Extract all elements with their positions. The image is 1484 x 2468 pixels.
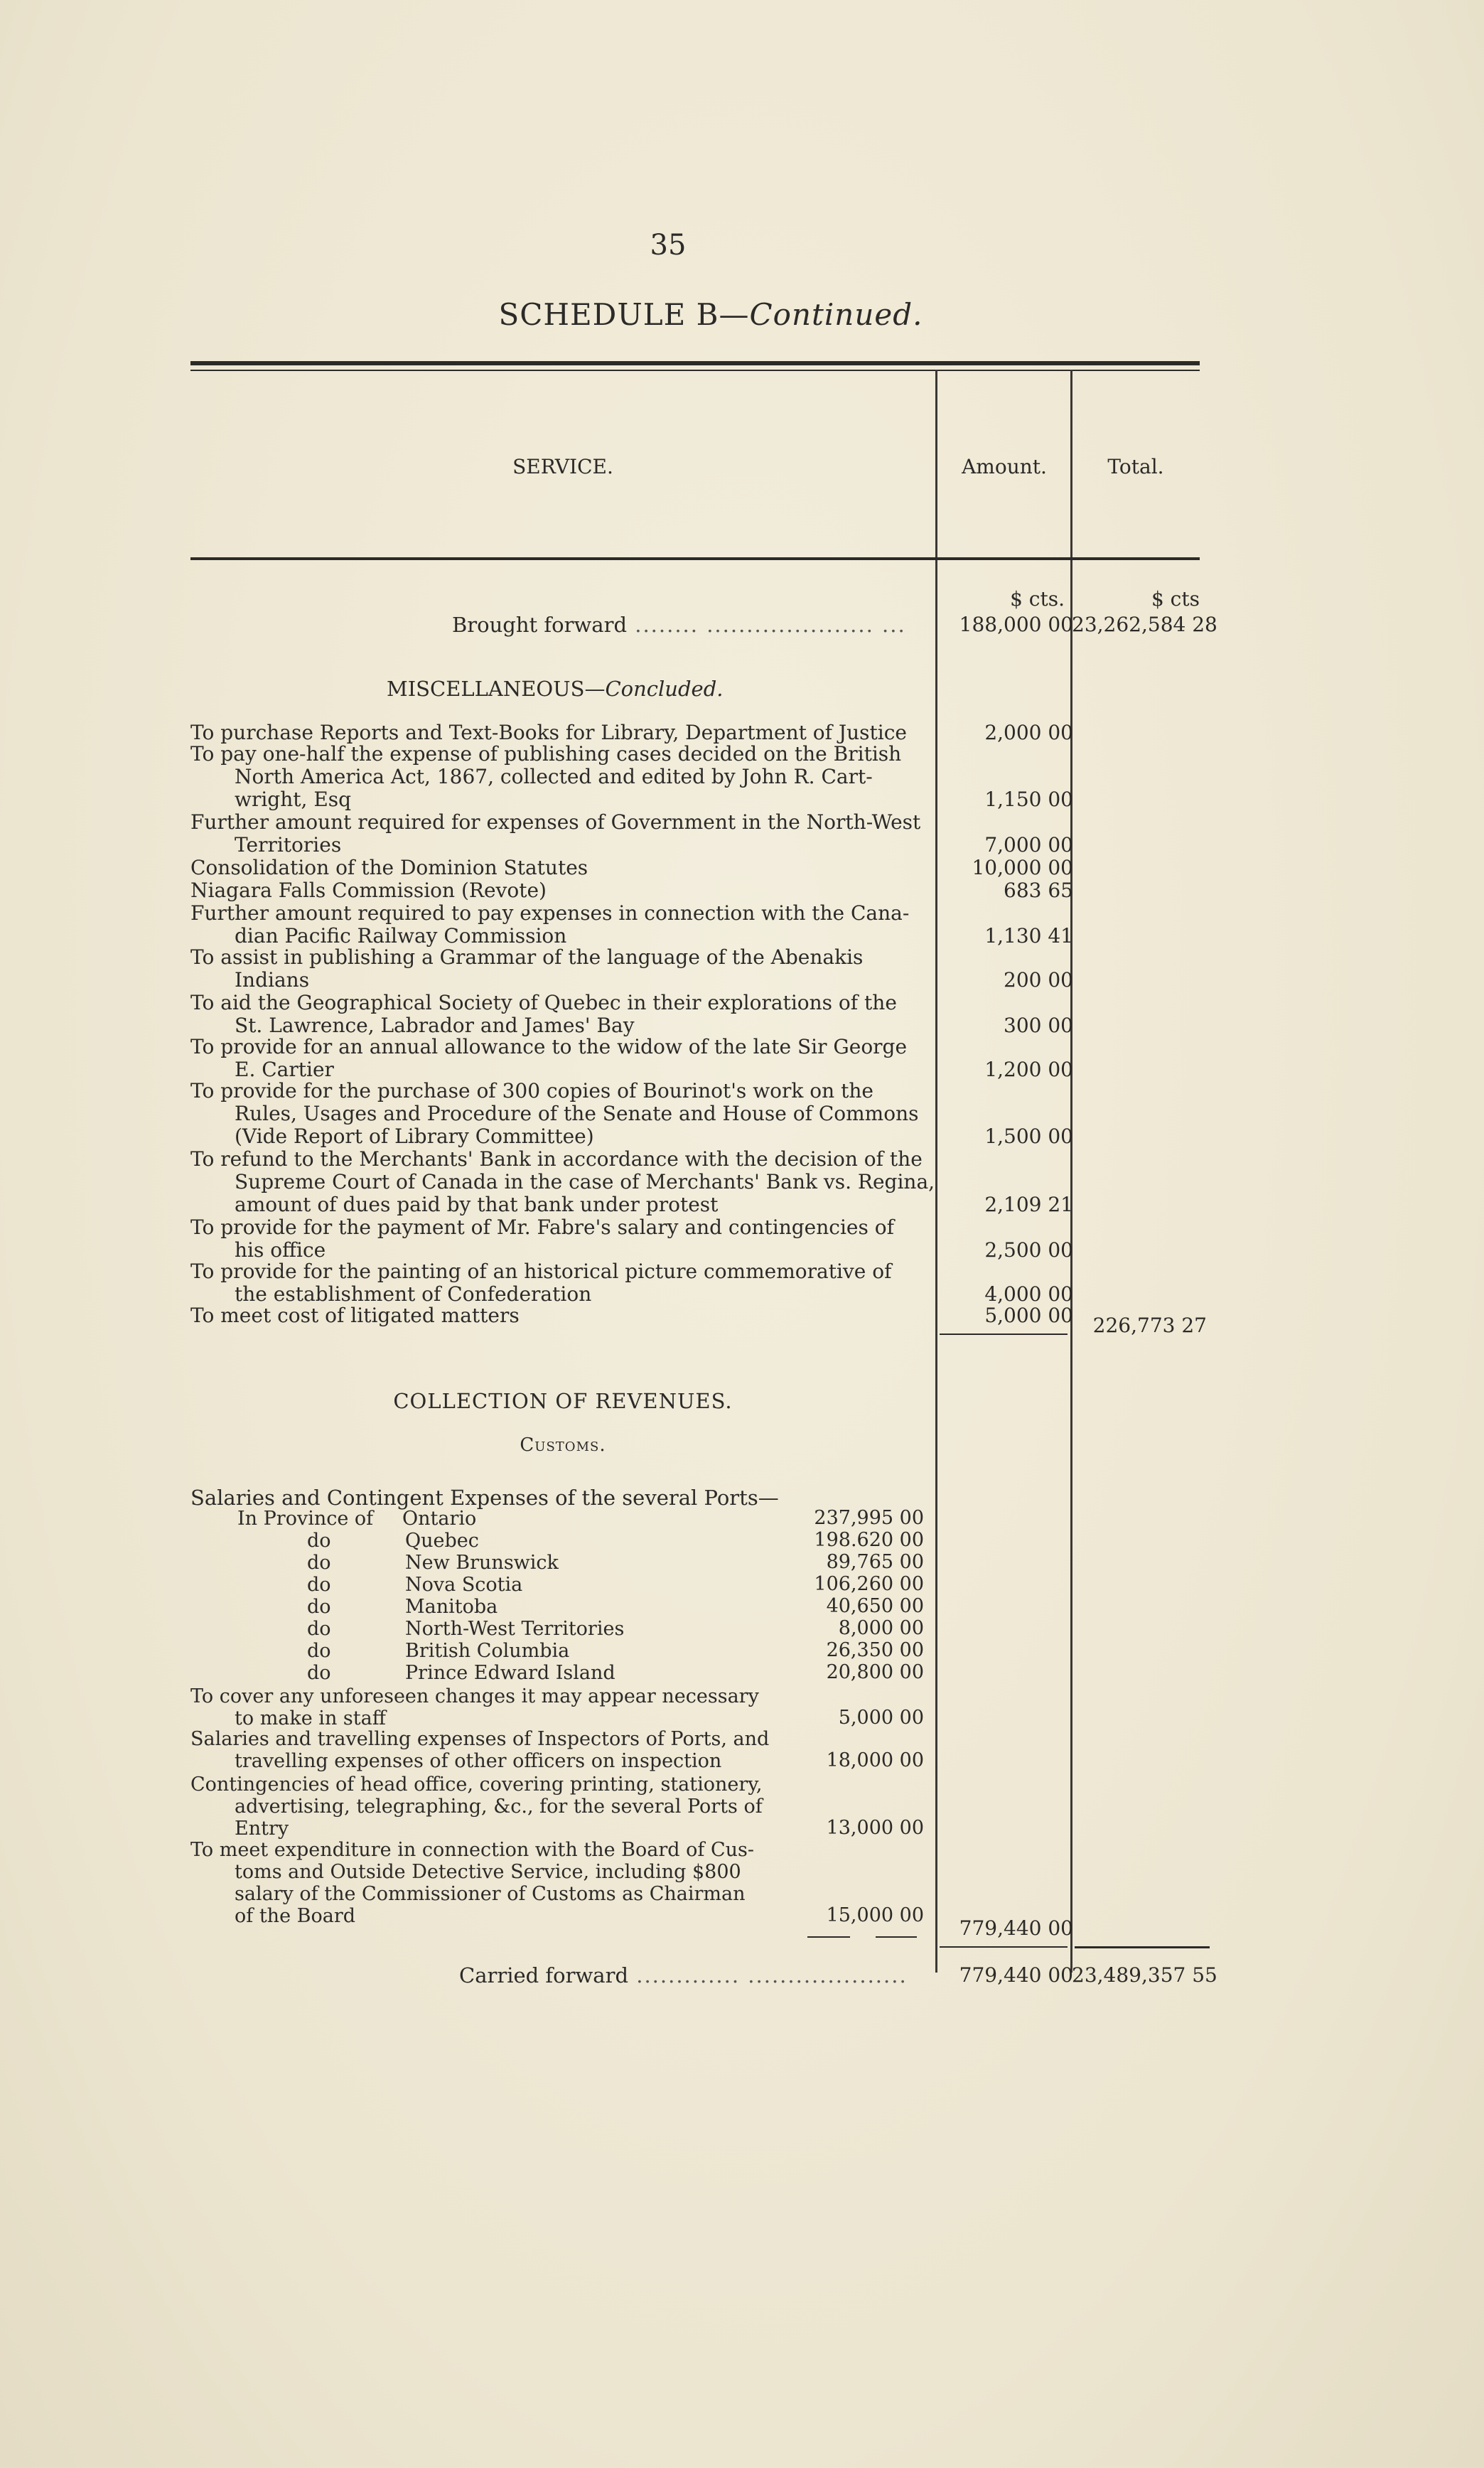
port-name: North-West Territories xyxy=(405,1618,625,1640)
port-amount: 89,765 00 xyxy=(826,1551,924,1573)
misc-item-line: (Vide Report of Library Committee) xyxy=(235,1125,594,1148)
misc-item-line: Rules, Usages and Procedure of the Senate and House of Commons xyxy=(235,1102,919,1125)
port-prefix: do xyxy=(307,1596,331,1618)
misc-item-line: To provide for an annual allowance to the widow of the late Sir George xyxy=(190,1035,908,1058)
customs-item-amount: 18,000 00 xyxy=(826,1749,924,1771)
carried-forward-label: Carried forward ............. .................... xyxy=(459,1963,908,1987)
port-name: British Columbia xyxy=(405,1640,570,1662)
misc-item-line: Consolidation of the Dominion Statutes xyxy=(190,856,588,879)
misc-item-amount: 10,000 00 xyxy=(972,856,1073,879)
customs-item-amount: 13,000 00 xyxy=(826,1817,924,1839)
misc-item-line: To refund to the Merchants' Bank in accordance with the decision of the xyxy=(190,1147,923,1171)
customs-item-line: To meet expenditure in connection with the Board of Cus- xyxy=(190,1839,754,1861)
misc-item-line: Indians xyxy=(235,968,310,992)
misc-item-amount: 7,000 00 xyxy=(984,833,1073,857)
misc-item-line: Further amount required to pay expenses in connection with the Cana- xyxy=(190,901,910,925)
top-rule-thick xyxy=(190,361,1200,365)
header-service: SERVICE. xyxy=(512,455,613,478)
misc-item-line: dian Pacific Railway Commission xyxy=(235,924,567,948)
misc-item-amount: 5,000 00 xyxy=(984,1304,1073,1327)
misc-item-line: North America Act, 1867, collected and edited by John R. Cart- xyxy=(235,765,873,788)
customs-item-line: Contingencies of head office, covering printing, stationery, xyxy=(190,1774,763,1796)
top-rule-thin xyxy=(190,370,1200,371)
header-total: Total. xyxy=(1107,455,1164,478)
port-amount: 106,260 00 xyxy=(814,1573,924,1595)
misc-item-line: the establishment of Confederation xyxy=(235,1282,592,1306)
misc-item-amount: 300 00 xyxy=(1004,1014,1073,1037)
customs-subheading: Customs. xyxy=(520,1434,606,1456)
port-amount: 20,800 00 xyxy=(826,1661,924,1683)
port-prefix: do xyxy=(307,1640,331,1662)
port-amount: 40,650 00 xyxy=(826,1595,924,1617)
misc-item-amount: 200 00 xyxy=(1004,968,1073,992)
misc-item-amount: 2,109 21 xyxy=(984,1193,1073,1216)
misc-item-line: Territories xyxy=(235,833,342,857)
carried-rule-amount xyxy=(940,1946,1068,1948)
misc-item-line: To pay one-half the expense of publishing cases decided on the British xyxy=(190,742,902,766)
carried-forward-total: 23,489,357 55 xyxy=(1072,1963,1217,1987)
misc-item-line: To meet cost of litigated matters xyxy=(190,1304,520,1327)
customs-item-line: To cover any unforeseen changes it may appear necessary xyxy=(190,1685,759,1707)
port-amount: 198.620 00 xyxy=(814,1529,924,1551)
customs-item-line: Entry xyxy=(235,1818,289,1840)
misc-item-line: To provide for the painting of an historical picture commemorative of xyxy=(190,1260,892,1283)
total-units: $ cts xyxy=(1151,587,1200,611)
misc-item-line: To assist in publishing a Grammar of the language of the Abenakis xyxy=(190,945,864,969)
port-amount: 237,995 00 xyxy=(814,1507,924,1529)
customs-item-line: Salaries and travelling expenses of Inspectors of Ports, and xyxy=(190,1728,770,1750)
port-amount: 26,350 00 xyxy=(826,1639,924,1661)
misc-item-line: Further amount required for expenses of Government in the North-West xyxy=(190,810,921,834)
misc-item-amount: 2,500 00 xyxy=(984,1238,1073,1262)
schedule-title: SCHEDULE B—Continued. xyxy=(498,297,923,332)
port-name: Quebec xyxy=(405,1530,479,1552)
header-amount: Amount. xyxy=(962,455,1047,478)
misc-item-amount: 683 65 xyxy=(1004,879,1073,902)
misc-item-amount: 4,000 00 xyxy=(984,1282,1073,1306)
port-prefix: In Province of xyxy=(237,1508,374,1530)
misc-item-line: his office xyxy=(235,1238,326,1262)
misc-item-amount: 1,500 00 xyxy=(984,1125,1073,1148)
carried-rule-total xyxy=(1075,1946,1210,1948)
page-number: 35 xyxy=(650,229,687,262)
customs-item-line: to make in staff xyxy=(235,1707,386,1729)
misc-item-amount: 1,150 00 xyxy=(984,788,1073,811)
misc-item-line: To provide for the payment of Mr. Fabre's salary and contingencies of xyxy=(190,1216,894,1239)
misc-item-amount: 2,000 00 xyxy=(984,721,1073,744)
port-prefix: do xyxy=(307,1552,331,1574)
port-prefix: do xyxy=(307,1618,331,1640)
misc-item-line: Niagara Falls Commission (Revote) xyxy=(190,879,547,902)
header-rule xyxy=(190,557,1200,560)
misc-item-line: amount of dues paid by that bank under protest xyxy=(235,1193,719,1216)
customs-item-amount: 5,000 00 xyxy=(838,1707,924,1729)
customs-item-amount: 15,000 00 xyxy=(826,1904,924,1926)
customs-sum-rule-left xyxy=(807,1936,850,1938)
brought-forward-amount: 188,000 00 xyxy=(959,613,1073,636)
misc-item-line: Supreme Court of Canada in the case of Merchants' Bank vs. Regina, xyxy=(235,1170,935,1193)
customs-item-line: advertising, telegraphing, &c., for the several Ports of xyxy=(235,1796,763,1818)
misc-item-line: To aid the Geographical Society of Quebec in their explorations of the xyxy=(190,991,897,1014)
port-name: Ontario xyxy=(402,1508,477,1530)
misc-item-line: To purchase Reports and Text-Books for Library, Department of Justice xyxy=(190,721,907,744)
port-name: Manitoba xyxy=(405,1596,498,1618)
brought-forward-total: 23,262,584 28 xyxy=(1072,613,1217,636)
customs-item-line: toms and Outside Detective Service, including $800 xyxy=(235,1861,741,1883)
port-amount: 8,000 00 xyxy=(838,1617,924,1639)
port-prefix: do xyxy=(307,1530,331,1552)
customs-subtotal: 779,440 00 xyxy=(959,1916,1073,1940)
port-name: New Brunswick xyxy=(405,1552,559,1574)
brought-forward-label: Brought forward ........ ..................... ... xyxy=(452,613,906,637)
misc-sum-rule xyxy=(940,1334,1068,1335)
amount-units: $ cts. xyxy=(1010,587,1065,611)
carried-forward-amount: 779,440 00 xyxy=(959,1963,1073,1987)
port-name: Nova Scotia xyxy=(405,1574,523,1596)
customs-sum-rule-right xyxy=(876,1936,917,1938)
misc-item-amount: 1,130 41 xyxy=(984,924,1073,948)
revenues-heading: COLLECTION OF REVENUES. xyxy=(393,1389,733,1413)
port-name: Prince Edward Island xyxy=(405,1662,615,1684)
misc-heading: MISCELLANEOUS—Concluded. xyxy=(387,677,724,701)
customs-item-line: of the Board xyxy=(235,1905,356,1927)
port-prefix: do xyxy=(307,1574,331,1596)
customs-item-line: travelling expenses of other officers on inspection xyxy=(235,1750,722,1772)
customs-item-line: salary of the Commissioner of Customs as Chairman xyxy=(235,1883,746,1905)
misc-item-line: St. Lawrence, Labrador and James' Bay xyxy=(235,1014,635,1037)
misc-total: 226,773 27 xyxy=(1092,1314,1207,1337)
customs-intro: Salaries and Contingent Expenses of the several Ports— xyxy=(190,1486,779,1510)
misc-item-amount: 1,200 00 xyxy=(984,1058,1073,1081)
misc-item-line: To provide for the purchase of 300 copies of Bourinot's work on the xyxy=(190,1079,873,1102)
misc-item-line: E. Cartier xyxy=(235,1058,334,1081)
port-prefix: do xyxy=(307,1662,331,1684)
misc-item-line: wright, Esq xyxy=(235,788,352,811)
